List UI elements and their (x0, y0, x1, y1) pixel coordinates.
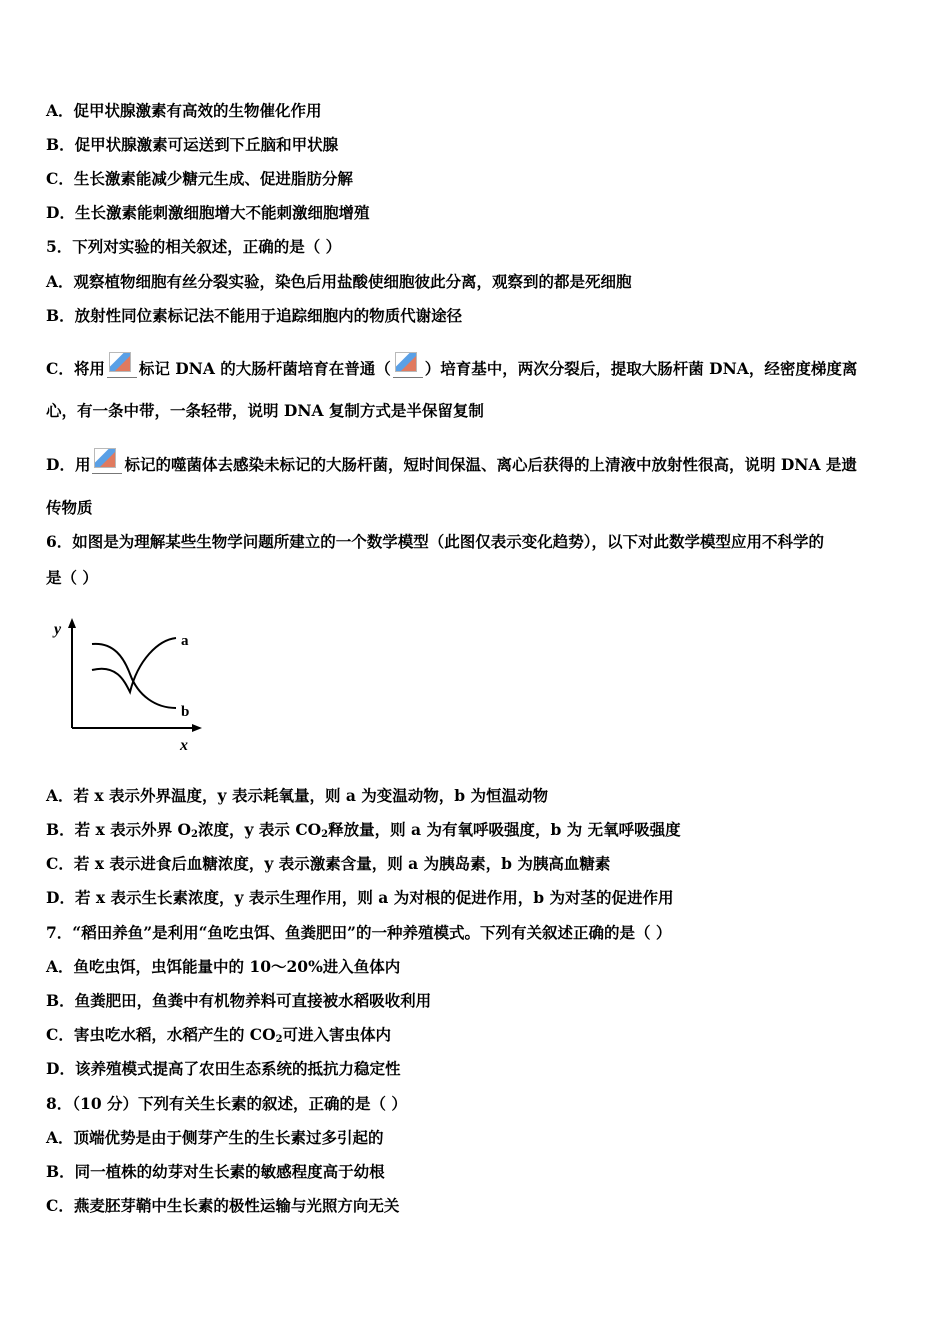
q6-b-text-3: 释放量，则 a 为有氧呼吸强度，b 为 无氧呼吸强度 (328, 820, 681, 839)
q4-option-b: B．促甲状腺激素可运送到下丘脑和甲状腺 (46, 135, 339, 154)
q8-stem: 8．（10 分）下列有关生长素的叙述，正确的是（ ） (46, 1094, 407, 1113)
q7-option-a: A．鱼吃虫饵，虫饵能量中的 10～20%进入鱼体内 (46, 957, 401, 976)
q5-c-text-1: C．将用 (46, 359, 105, 378)
q5-option-b: B．放射性同位素标记法不能用于追踪细胞内的物质代谢途径 (46, 306, 463, 325)
q5-c-text-3: ）培育基中，两次分裂后，提取大肠杆菌 DNA，经密度梯度离 (424, 359, 858, 378)
math-model-graph (46, 612, 206, 754)
q5-c-text-2: 标记 DNA 的大肠杆菌培育在普通（ (138, 359, 391, 378)
q6-option-d: D．若 x 表示生长素浓度，y 表示生理作用，则 a 为对根的促进作用，b 为对茎的促进作用 (46, 888, 674, 907)
curve-b (92, 644, 176, 708)
q5-option-c-line2: 心，有一条中带，一条轻带，说明 DNA 复制方式是半保留复制 (46, 401, 484, 420)
q7-option-d: D．该养殖模式提高了农田生态系统的抵抗力稳定性 (46, 1059, 401, 1078)
broken-image-icon (107, 352, 137, 378)
q5-stem: 5．下列对实验的相关叙述，正确的是（ ） (46, 237, 342, 256)
q6-b-text-2: 浓度，y 表示 CO (198, 820, 322, 839)
q7-c-text-1: C．害虫吃水稻，水稻产生的 CO (46, 1025, 276, 1044)
q6-option-b (46, 820, 681, 845)
q7-stem: 7．“稻田养鱼”是利用“鱼吃虫饵、鱼粪肥田”的一种养殖模式。下列有关叙述正确的是（ ） (46, 923, 672, 942)
q5-option-d-line2: 传物质 (46, 498, 93, 517)
q6-stem-line1: 6．如图是为理解某些生物学问题所建立的一个数学模型（此图仅表示变化趋势），以下对此数学模型应用不科学的 (46, 532, 825, 551)
q5-d-text-2: 标记的噬菌体去感染未标记的大肠杆菌，短时间保温、离心后获得的上清液中放射性很高，说明 DNA 是遗 (124, 455, 857, 474)
curve-b-label: b (181, 704, 190, 720)
q6-stem-line2: 是（ ） (46, 568, 98, 587)
q7-c-text-2: 可进入害虫体内 (282, 1025, 392, 1044)
q6-b-sub-2: 2 (321, 829, 329, 840)
q6-b-sub-1: 2 (191, 829, 199, 840)
x-axis-label: x (180, 737, 188, 754)
broken-image-icon (92, 448, 122, 474)
q7-option-c (46, 1025, 391, 1050)
q6-b-text-1: B．若 x 表示外界 O (46, 820, 192, 839)
q4-option-d: D．生长激素能刺激细胞增大不能刺激细胞增殖 (46, 203, 370, 222)
q4-option-c: C．生长激素能减少糖元生成、促进脂肪分解 (46, 169, 353, 188)
curve-a-label: a (181, 633, 189, 649)
q5-d-text-1: D．用 (46, 455, 91, 474)
q8-option-a: A．顶端优势是由于侧芽产生的生长素过多引起的 (46, 1128, 384, 1147)
broken-image-icon (393, 352, 423, 378)
q7-option-b: B．鱼粪肥田，鱼粪中有机物养料可直接被水稻吸收利用 (46, 991, 432, 1010)
q5-option-c (46, 352, 857, 379)
q7-c-sub: 2 (275, 1034, 283, 1045)
q5-option-d (46, 448, 857, 475)
q4-option-a: A．促甲状腺激素有高效的生物催化作用 (46, 101, 322, 120)
y-axis-label: y (54, 621, 62, 638)
q5-option-a: A．观察植物细胞有丝分裂实验，染色后用盐酸使细胞彼此分离，观察到的都是死细胞 (46, 272, 632, 291)
q8-option-b: B．同一植株的幼芽对生长素的敏感程度高于幼根 (46, 1162, 385, 1181)
q6-option-a: A．若 x 表示外界温度，y 表示耗氧量，则 a 为变温动物，b 为恒温动物 (46, 786, 549, 805)
q8-option-c: C．燕麦胚芽鞘中生长素的极性运输与光照方向无关 (46, 1196, 400, 1215)
q6-option-c: C．若 x 表示进食后血糖浓度，y 表示激素含量，则 a 为胰岛素，b 为胰高血糖素 (46, 854, 611, 873)
